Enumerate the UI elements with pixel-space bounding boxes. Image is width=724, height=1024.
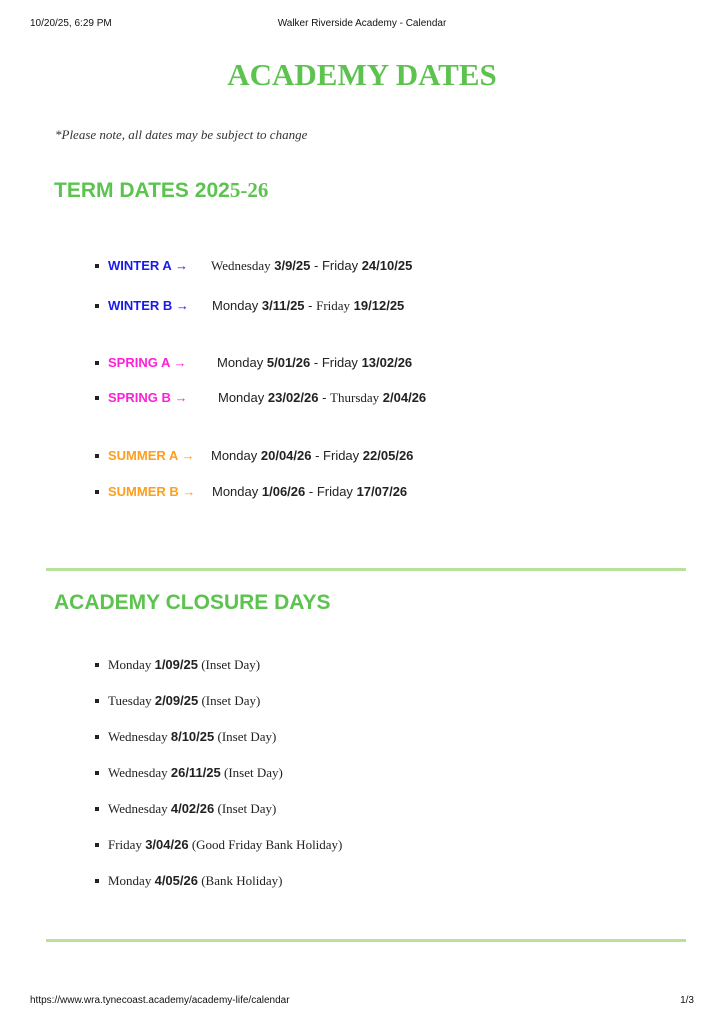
start-day: Monday — [212, 484, 259, 499]
closure-date: 26/11/25 — [170, 765, 221, 780]
term-item-winter-b — [108, 298, 405, 314]
start-date: 3/9/25 — [274, 258, 311, 273]
term-name: WINTER B — [108, 298, 173, 313]
term-date-range — [211, 258, 412, 274]
arrow-right-icon: → — [182, 484, 196, 499]
closure-item — [108, 765, 283, 781]
bullet-icon — [95, 807, 99, 811]
start-day: Monday — [218, 390, 265, 405]
closure-day: Wednesday — [108, 765, 168, 780]
closure-reason: (Good Friday Bank Holiday) — [191, 837, 343, 852]
date-separator: - — [311, 448, 324, 463]
term-date-range — [217, 355, 412, 370]
term-item-summer-b — [108, 484, 408, 500]
page-number: 1/3 — [680, 995, 694, 1006]
end-day: Friday — [321, 355, 358, 370]
term-dates-heading-text: TERM DATES 202 — [54, 179, 230, 202]
bullet-icon — [95, 361, 99, 365]
closure-date: 4/05/26 — [154, 873, 198, 888]
arrow-right-icon: → — [174, 390, 188, 405]
term-item-summer-a — [108, 448, 414, 464]
term-dates-heading-year: 5-26 — [229, 178, 269, 202]
closure-day: Wednesday — [108, 801, 168, 816]
date-separator: - — [305, 484, 317, 499]
closure-reason: (Inset Day) — [224, 765, 283, 780]
start-day: Monday — [217, 355, 264, 370]
start-day: Wednesday — [211, 258, 271, 273]
start-date: 23/02/26 — [267, 390, 319, 405]
term-item-winter-a — [108, 258, 413, 274]
start-date: 5/01/26 — [266, 355, 311, 370]
term-label — [108, 484, 195, 500]
end-day: Friday — [321, 258, 359, 273]
bullet-icon — [95, 490, 99, 494]
term-dates-heading — [54, 178, 268, 203]
bullet-icon — [95, 735, 99, 739]
end-day: Thursday — [330, 390, 380, 405]
closure-item — [108, 837, 342, 853]
closure-reason: (Inset Day) — [217, 729, 277, 744]
arrow-right-icon: → — [181, 448, 195, 463]
bullet-icon — [95, 843, 99, 847]
closure-day: Tuesday — [108, 693, 152, 708]
closure-day: Wednesday — [108, 729, 168, 744]
closure-date: 1/09/25 — [154, 657, 198, 672]
closure-item — [108, 729, 276, 745]
term-name: SUMMER A — [108, 448, 178, 463]
closure-item — [108, 873, 282, 889]
bullet-icon — [95, 396, 99, 400]
closure-day: Friday — [108, 837, 142, 852]
end-day: Friday — [316, 298, 351, 313]
arrow-right-icon: → — [174, 258, 188, 273]
term-label — [108, 390, 187, 406]
date-separator: - — [310, 355, 322, 370]
term-item-spring-b — [108, 390, 427, 406]
end-day: Friday — [316, 484, 353, 499]
end-date: 2/04/26 — [382, 390, 427, 405]
date-separator: - — [304, 298, 317, 313]
date-separator: - — [310, 258, 322, 273]
end-day: Friday — [323, 448, 360, 463]
closure-day: Monday — [108, 873, 152, 888]
term-label — [108, 298, 189, 314]
section-divider — [46, 568, 686, 571]
term-name: SUMMER B — [108, 484, 179, 499]
end-date: 19/12/25 — [353, 298, 405, 313]
bullet-icon — [95, 304, 99, 308]
bullet-icon — [95, 264, 99, 268]
start-date: 20/04/26 — [260, 448, 312, 463]
term-date-range — [211, 448, 413, 463]
closure-item — [108, 693, 260, 709]
closure-date: 8/10/25 — [170, 729, 215, 744]
page-title: ACADEMY DATES — [227, 57, 497, 92]
term-name: SPRING B — [108, 390, 171, 405]
dates-disclaimer: *Please note, all dates may be subject to change — [55, 127, 308, 142]
term-date-range — [212, 484, 407, 499]
term-name: SPRING A — [108, 355, 170, 370]
bullet-icon — [95, 663, 99, 667]
closure-date: 3/04/26 — [145, 837, 189, 852]
end-date: 24/10/25 — [361, 258, 413, 273]
term-label — [108, 258, 188, 274]
closure-reason: (Inset Day) — [217, 801, 277, 816]
end-date: 22/05/26 — [362, 448, 414, 463]
closure-date: 2/09/25 — [154, 693, 199, 708]
term-name: WINTER A — [108, 258, 172, 273]
arrow-right-icon: → — [175, 298, 189, 313]
term-item-spring-a — [108, 355, 413, 371]
bullet-icon — [95, 879, 99, 883]
start-date: 3/11/25 — [261, 298, 305, 313]
closure-days-heading: ACADEMY CLOSURE DAYS — [54, 591, 331, 614]
start-day: Monday — [211, 448, 258, 463]
term-label — [108, 448, 194, 464]
arrow-right-icon: → — [173, 355, 187, 370]
bullet-icon — [95, 771, 99, 775]
section-divider — [46, 939, 686, 942]
print-datetime: 10/20/25, 6:29 PM — [30, 18, 112, 29]
start-day: Monday — [212, 298, 259, 313]
closure-reason: (Inset Day) — [201, 657, 261, 672]
print-page-title: Walker Riverside Academy - Calendar — [277, 18, 447, 29]
closure-date: 4/02/26 — [170, 801, 215, 816]
page-url: https://www.wra.tynecoast.academy/academy-life/calendar — [30, 995, 290, 1006]
bullet-icon — [95, 454, 99, 458]
start-date: 1/06/26 — [261, 484, 306, 499]
end-date: 17/07/26 — [356, 484, 408, 499]
date-separator: - — [318, 390, 331, 405]
term-date-range — [218, 390, 426, 406]
closure-reason: (Inset Day) — [201, 693, 261, 708]
bullet-icon — [95, 699, 99, 703]
term-label — [108, 355, 187, 371]
closure-day: Monday — [108, 657, 152, 672]
end-date: 13/02/26 — [361, 355, 413, 370]
closure-item — [108, 657, 260, 673]
closure-reason: (Bank Holiday) — [201, 873, 283, 888]
term-date-range — [212, 298, 404, 314]
closure-item — [108, 801, 276, 817]
